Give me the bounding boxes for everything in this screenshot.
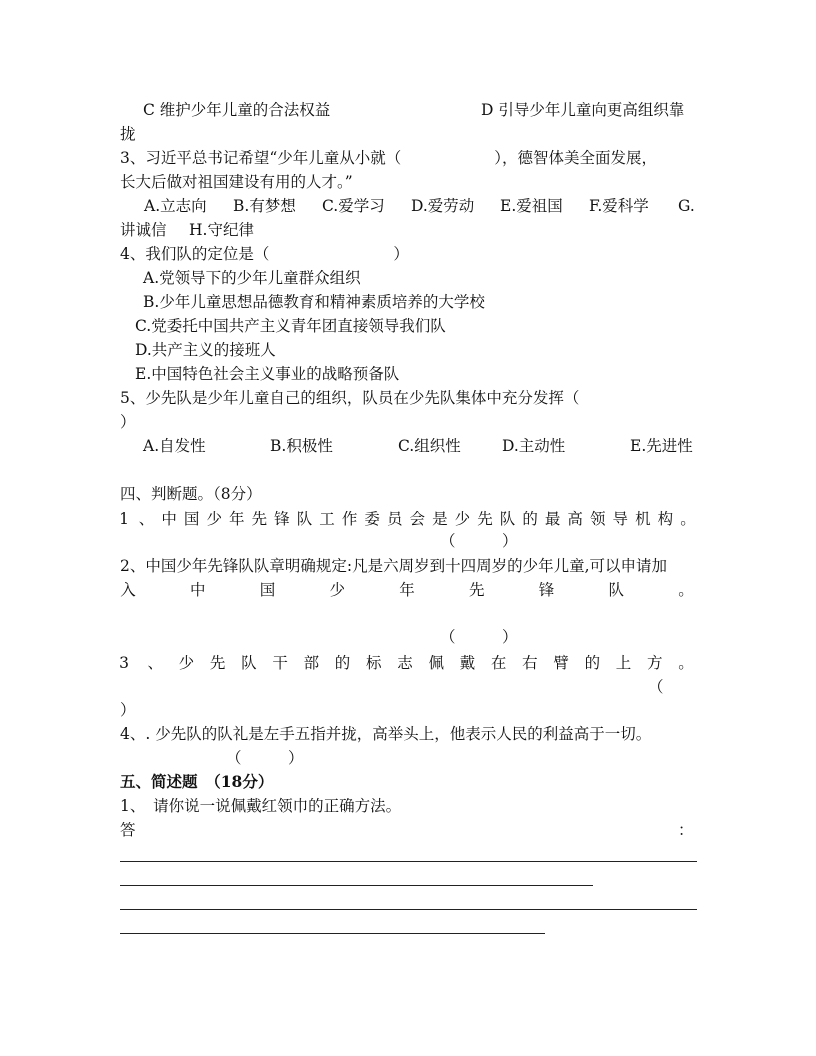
justified-char: 是 xyxy=(432,510,448,528)
answer-label: 答 xyxy=(120,821,136,839)
answer-line xyxy=(120,861,697,862)
judgment-3-paren-open: （ xyxy=(648,678,664,696)
section5-item1: 1、 请你说一说佩戴红领巾的正确方法。 xyxy=(120,797,402,815)
answer-line xyxy=(120,933,545,934)
justified-char: 队 xyxy=(608,581,624,599)
q4-option-c: C.党委托中国共产主义青年团直接领导我们队 xyxy=(135,317,446,335)
justified-char: 佩 xyxy=(428,654,444,672)
judgment-4-answer-paren: （ ） xyxy=(226,749,304,767)
justified-char: 队 xyxy=(499,510,516,528)
justified-char: 臂 xyxy=(553,654,569,672)
q3-option: B.有梦想 xyxy=(233,197,296,215)
justified-char: 会 xyxy=(409,510,426,528)
q2-option-c: C 维护少年儿童的合法权益 xyxy=(143,101,331,119)
justified-char: 的 xyxy=(522,510,538,528)
justified-char: 少 xyxy=(454,510,471,528)
q4-option-a: A.党领导下的少年儿童群众组织 xyxy=(143,269,361,287)
justified-char: 上 xyxy=(615,654,632,672)
justified-char: 委 xyxy=(364,510,380,528)
justified-char: 方 xyxy=(647,654,663,672)
justified-char: 少 xyxy=(178,654,195,672)
justified-char: 的 xyxy=(584,654,601,672)
q3-option: D.爱劳动 xyxy=(411,197,475,215)
justified-char: 。 xyxy=(678,581,694,599)
justified-char: 入 xyxy=(120,581,136,599)
answer-line xyxy=(120,909,697,910)
q2-option-d-wrap: 拢 xyxy=(120,125,136,143)
justified-char: 志 xyxy=(397,654,413,672)
justified-char: 构 xyxy=(657,510,674,528)
q3-option: G. xyxy=(678,197,695,215)
justified-char: 工 xyxy=(319,510,335,528)
judgment-3-paren-close: ） xyxy=(120,701,136,719)
q5-option-c: C.组织性 xyxy=(398,437,461,455)
judgment-4-text: 4、. 少先队的队礼是左手五指并拢，高举头上，他表示人民的利益高于一切。 xyxy=(120,725,652,743)
justified-char: 高 xyxy=(567,510,583,528)
justified-char: 戴 xyxy=(459,654,476,672)
justified-char: 。 xyxy=(678,654,694,672)
justified-char: 锋 xyxy=(538,581,555,599)
answer-line xyxy=(120,885,593,886)
justified-char: 作 xyxy=(341,510,358,528)
justified-char: 年 xyxy=(399,581,415,599)
q5-stem-wrap: ） xyxy=(120,413,136,431)
judgment-1-answer-paren: （ ） xyxy=(440,532,518,550)
section4-heading: 四、判断题。（8分） xyxy=(120,485,262,503)
justified-char: 1 xyxy=(119,510,129,528)
justified-char: 锋 xyxy=(274,510,290,528)
justified-char: 、 xyxy=(138,510,155,528)
justified-char: 。 xyxy=(680,510,696,528)
q4-option-e: E.中国特色社会主义事业的战略预备队 xyxy=(135,365,400,383)
justified-char: 中 xyxy=(161,510,177,528)
q3-option: F.爱科学 xyxy=(589,197,649,215)
justified-char: 队 xyxy=(296,510,313,528)
q4-option-d: D.共产主义的接班人 xyxy=(135,341,276,359)
justified-char: 最 xyxy=(544,510,561,528)
justified-char: 在 xyxy=(490,654,507,672)
section5-heading: 五、简述题 （18分） xyxy=(120,772,274,791)
q3-option: A.立志向 xyxy=(144,197,207,215)
justified-char: 中 xyxy=(189,581,206,599)
justified-char: 3 xyxy=(119,654,129,672)
justified-char: 先 xyxy=(468,581,485,599)
justified-char: 先 xyxy=(477,510,493,528)
justified-char: 国 xyxy=(183,510,200,528)
q4-option-b: B.少年儿童思想品德教育和精神素质培养的大学校 xyxy=(143,293,485,311)
justified-char: 机 xyxy=(635,510,651,528)
justified-char: 少 xyxy=(206,510,222,528)
justified-char: 队 xyxy=(241,654,257,672)
q5-option-d: D.主动性 xyxy=(502,437,566,455)
q3-stem-line2: 长大后做对祖国建设有用的人才。” xyxy=(120,173,353,191)
answer-colon: ： xyxy=(678,821,694,839)
justified-char: 年 xyxy=(229,510,245,528)
q5-option-a: A.自发性 xyxy=(143,437,206,455)
q3-option: C.爱学习 xyxy=(322,197,385,215)
justified-char: 先 xyxy=(251,510,268,528)
q5-option-e: E.先进性 xyxy=(630,437,693,455)
justified-char: 导 xyxy=(612,510,629,528)
q3-stem-line1: 3、习近平总书记希望“少年儿童从小就（ ），德智体美全面发展， xyxy=(120,149,658,167)
q3-option: E.爱祖国 xyxy=(500,197,563,215)
justified-char: 先 xyxy=(209,654,226,672)
justified-char: 部 xyxy=(303,654,320,672)
justified-char: 少 xyxy=(329,581,345,599)
justified-char: 右 xyxy=(522,654,538,672)
justified-char: 的 xyxy=(334,654,351,672)
q5-stem: 5、少先队是少年儿童自己的组织，队员在少先队集体中充分发挥（ xyxy=(120,389,580,407)
justified-char: 干 xyxy=(272,654,288,672)
q2-option-d: D 引导少年儿童向更高组织靠 xyxy=(481,101,685,119)
justified-char: 领 xyxy=(589,510,606,528)
justified-char: 国 xyxy=(259,581,276,599)
q4-stem: 4、我们队的定位是（ ） xyxy=(120,245,409,263)
q3-option: 讲诚信 xyxy=(120,221,167,239)
justified-char: 员 xyxy=(386,510,403,528)
justified-char: 、 xyxy=(147,654,163,672)
q3-option: H.守纪律 xyxy=(189,221,254,239)
judgment-2-line1: 2、中国少年先锋队队章明确规定:凡是六周岁到十四周岁的少年儿童,可以申请加 xyxy=(120,557,668,575)
q5-option-b: B.积极性 xyxy=(270,437,333,455)
judgment-2-answer-paren: （ ） xyxy=(440,628,518,646)
justified-char: 标 xyxy=(366,654,382,672)
